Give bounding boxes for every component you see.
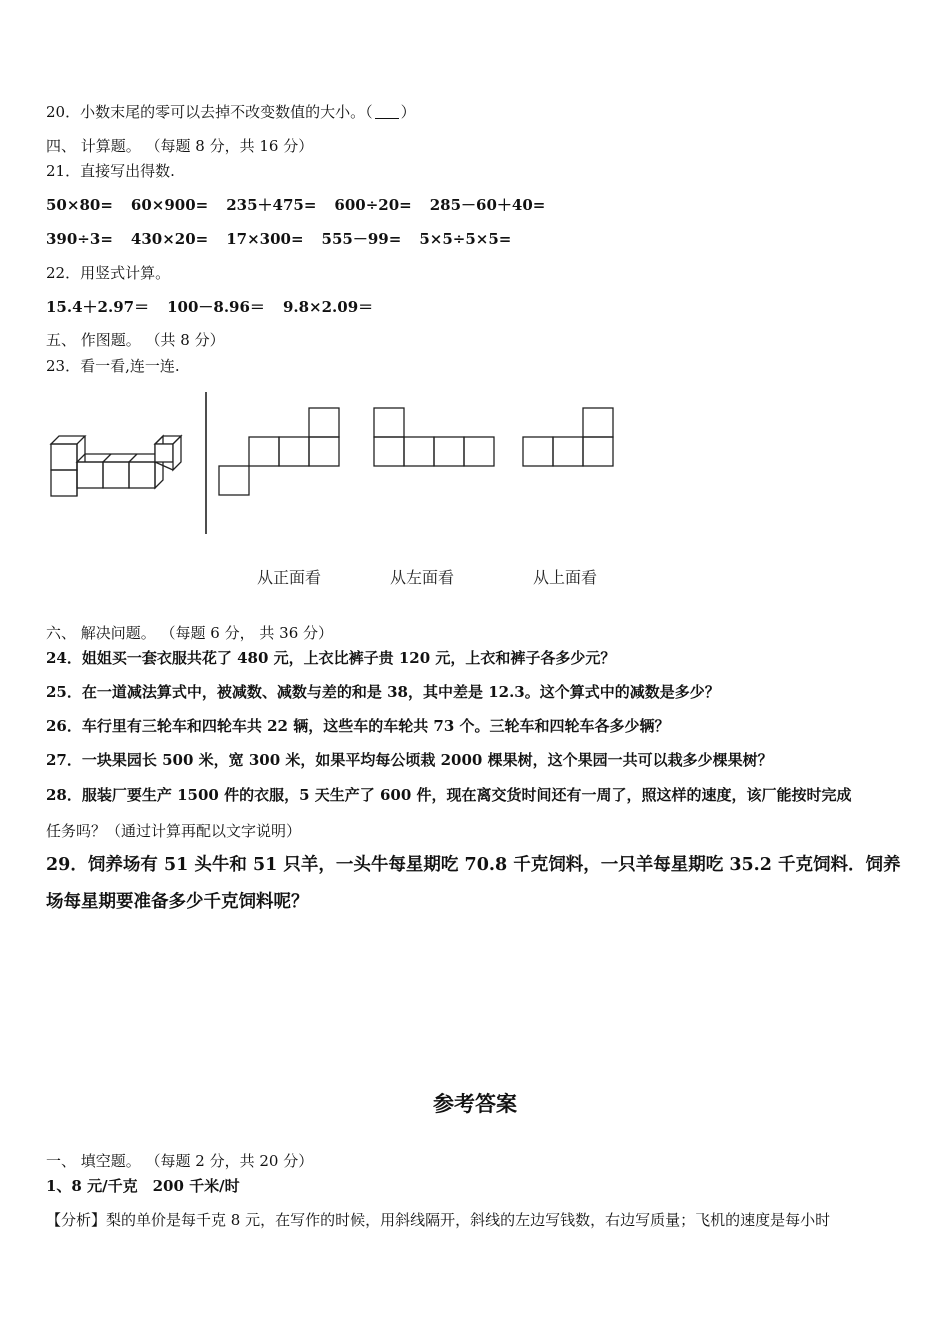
calc-item: 5×5÷5×5= bbox=[419, 230, 512, 248]
calc-item: 555－99= bbox=[321, 230, 402, 248]
question-22: 22．用竖式计算。 bbox=[46, 264, 171, 282]
answer-1: 1、8 元/千克 200 千米/时 bbox=[46, 1177, 240, 1195]
answer-key-title: 参考答案 bbox=[433, 1091, 517, 1116]
question-29-line-2: 场每星期要准备多少千克饲料呢？ bbox=[46, 892, 309, 912]
question-21: 21．直接写出得数. bbox=[46, 162, 175, 180]
question-29-line-1: 29．饲养场有 51 头牛和 51 只羊，一头牛每星期吃 70.8 千克饲料，一只羊每星期吃 35.2 千克饲料．饲养 bbox=[46, 855, 901, 875]
calc-item: 50×80= bbox=[46, 196, 113, 214]
cube-views-figure bbox=[0, 0, 950, 560]
calc-item: 390÷3= bbox=[46, 230, 113, 248]
question-23: 23．看一看,连一连. bbox=[46, 357, 180, 375]
calc-item: 430×20= bbox=[130, 230, 209, 248]
view-shape-1[interactable] bbox=[219, 408, 339, 495]
calc-item: 15.4＋2.97＝ bbox=[46, 298, 150, 316]
calc-item: 235＋475= bbox=[226, 196, 317, 214]
question-25: 25．在一道减法算式中，被减数、减数与差的和是 38，其中差是 12.3。这个算式中的减数是多少？ bbox=[46, 683, 720, 701]
section-6-heading: 六、 解决问题。 （每题 6 分， 共 36 分） bbox=[46, 624, 334, 642]
calc-item: 600÷20= bbox=[334, 196, 412, 214]
question-26: 26．车行里有三轮车和四轮车共 22 辆，这些车的车轮共 73 个。三轮车和四轮车各多少辆？ bbox=[46, 717, 670, 735]
cube-solid-drawing bbox=[51, 436, 181, 496]
view-label-top[interactable]: 从上面看 bbox=[533, 568, 598, 587]
question-24: 24．姐姐买一套衣服共花了 480 元，上衣比裤子贵 120 元，上衣和裤子各多少元？ bbox=[46, 649, 616, 667]
section-1-heading: 一、 填空题。 （每题 2 分，共 20 分） bbox=[46, 1152, 314, 1170]
section-4-heading: 四、 计算题。 （每题 8 分，共 16 分） bbox=[46, 137, 314, 155]
view-shape-3[interactable] bbox=[523, 408, 613, 466]
question-20: 20．小数末尾的零可以去掉不改变数值的大小。（ ） bbox=[46, 103, 416, 121]
question-28-line-1: 28．服装厂要生产 1500 件的衣服，5 天生产了 600 件，现在离交货时间还有一周了，照这样的速度，该厂能按时完成 bbox=[46, 786, 852, 804]
question-28-line-2: 任务吗？（通过计算再配以文字说明） bbox=[46, 822, 302, 840]
calc-item: 17×300= bbox=[226, 230, 304, 248]
calc-item: 9.8×2.09＝ bbox=[282, 298, 374, 316]
calc-item: 285－60＋40= bbox=[429, 196, 546, 214]
view-label-left[interactable]: 从左面看 bbox=[390, 568, 455, 587]
view-shape-2[interactable] bbox=[374, 408, 494, 466]
question-27: 27．一块果园长 500 米，宽 300 米，如果平均每公顷栽 2000 棵果树，这个果园一共可以栽多少棵果树？ bbox=[46, 751, 773, 769]
section-5-heading: 五、 作图题。 （共 8 分） bbox=[46, 331, 225, 349]
analysis-text: 【分析】梨的单价是每千克 8 元，在写作的时候，用斜线隔开，斜线的左边写钱数，右边写质量；飞机的速度是每小时 bbox=[46, 1211, 831, 1229]
calc-item: 100－8.96＝ bbox=[167, 298, 265, 316]
calc-item: 60×900= bbox=[130, 196, 209, 214]
view-label-front[interactable]: 从正面看 bbox=[257, 568, 322, 587]
